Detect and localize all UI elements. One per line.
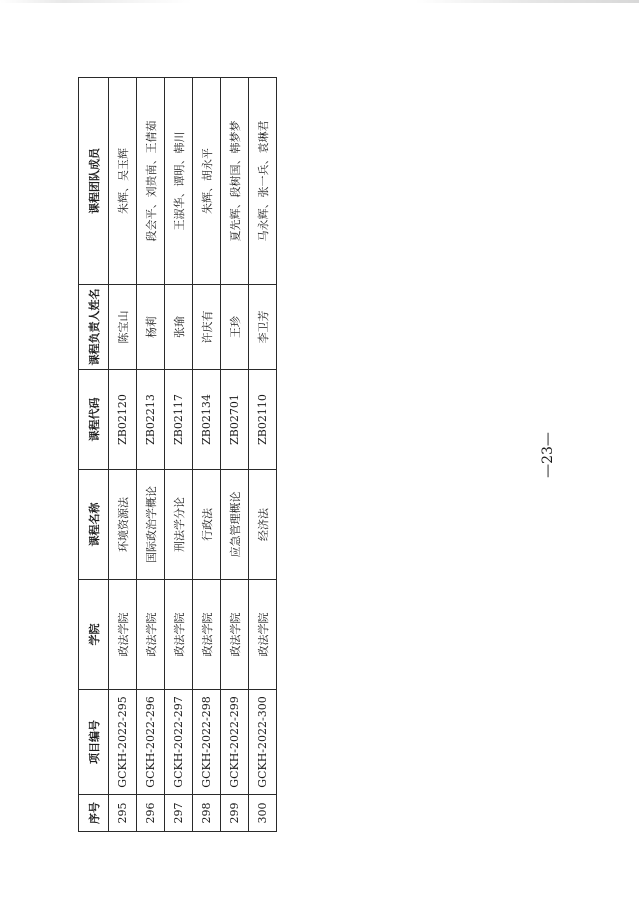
cell-serial: 299 [221,795,249,832]
cell-course-name: 国际政治学概论 [137,470,165,580]
cell-course-name: 经济法 [249,470,277,580]
cell-project-code: GCKH-2022-298 [193,690,221,795]
cell-course-leader: 张瑜 [165,285,193,370]
cell-serial: 297 [165,795,193,832]
cell-project-code: GCKH-2022-296 [137,690,165,795]
table-row [249,78,277,832]
cell-college: 政法学院 [221,580,249,690]
header-project-code: 项目编号 [79,690,109,795]
cell-serial: 298 [193,795,221,832]
cell-team-members: 马永辉、张一兵、袁琳君 [249,78,277,285]
cell-course-leader: 许庆有 [193,285,221,370]
table-header-row [79,78,109,832]
table-row [137,78,165,832]
cell-course-code: ZB02120 [109,370,137,470]
header-college: 学院 [79,580,109,690]
header-serial: 序号 [79,795,109,832]
header-course-name: 课程名称 [79,470,109,580]
cell-college: 政法学院 [193,580,221,690]
cell-course-code: ZB02117 [165,370,193,470]
cell-project-code: GCKH-2022-300 [249,690,277,795]
cell-course-name: 刑法学分论 [165,470,193,580]
rotated-table-container [78,78,272,832]
cell-course-code: ZB02701 [221,370,249,470]
cell-college: 政法学院 [137,580,165,690]
cell-college: 政法学院 [165,580,193,690]
cell-course-code: ZB02134 [193,370,221,470]
cell-course-name: 行政法 [193,470,221,580]
table-row [165,78,193,832]
cell-course-name: 环境资源法 [109,470,137,580]
cell-serial: 296 [137,795,165,832]
cell-team-members: 朱辉、胡永平 [193,78,221,285]
cell-team-members: 夏先辉、段树国、韩梦梦 [221,78,249,285]
cell-team-members: 朱辉、吴玉辉 [109,78,137,285]
cell-course-leader: 杨莉 [137,285,165,370]
cell-serial: 295 [109,795,137,832]
cell-team-members: 段会平、刘贵南、王倩茹 [137,78,165,285]
cell-course-leader: 王珍 [221,285,249,370]
cell-project-code: GCKH-2022-299 [221,690,249,795]
cell-serial: 300 [249,795,277,832]
scan-edge [0,0,639,3]
cell-project-code: GCKH-2022-297 [165,690,193,795]
table-row [221,78,249,832]
cell-college: 政法学院 [249,580,277,690]
table-row [193,78,221,832]
cell-course-code: ZB02213 [137,370,165,470]
header-course-leader: 课程负责人姓名 [79,285,109,370]
table-row [109,78,137,832]
course-table [78,77,277,832]
cell-course-code: ZB02110 [249,370,277,470]
header-team-members: 课程团队成员 [79,78,109,285]
header-course-code: 课程代码 [79,370,109,470]
cell-course-leader: 李卫芳 [249,285,277,370]
cell-project-code: GCKH-2022-295 [109,690,137,795]
cell-college: 政法学院 [109,580,137,690]
page-number: —23— [540,432,556,478]
cell-course-leader: 陈宝山 [109,285,137,370]
cell-team-members: 王淑华、谭明、韩川 [165,78,193,285]
cell-course-name: 应急管理概论 [221,470,249,580]
